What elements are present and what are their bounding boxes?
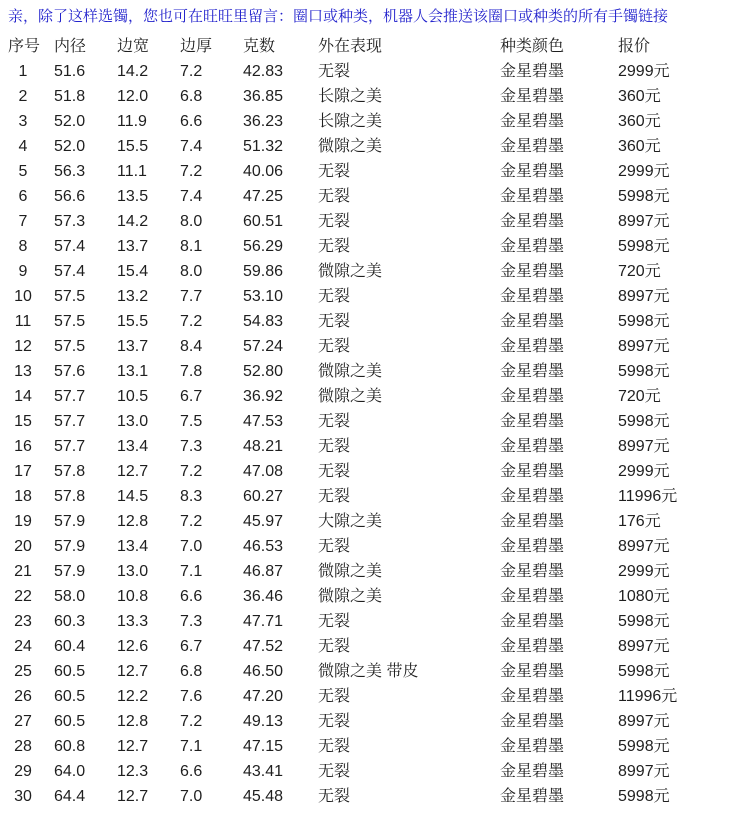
appearance-cell: 无裂 <box>318 763 351 780</box>
band-thickness-cell: 7.0 <box>180 788 203 805</box>
weight-grams-cell: 51.32 <box>243 138 284 155</box>
weight-grams-cell: 46.50 <box>243 663 284 680</box>
inner-diameter-cell: 57.8 <box>54 488 86 505</box>
serial-cell: 13 <box>14 363 32 380</box>
band-width-cell: 15.4 <box>117 263 149 280</box>
table-row <box>0 184 751 209</box>
price-cell: 2999元 <box>618 63 670 80</box>
price-cell: 1080元 <box>618 588 670 605</box>
serial-cell: 4 <box>18 138 28 155</box>
inner-diameter-cell: 56.6 <box>54 188 86 205</box>
band-width-cell: 11.9 <box>117 113 147 130</box>
type-color-cell: 金星碧墨 <box>500 138 565 155</box>
band-width-cell: 13.4 <box>117 438 149 455</box>
type-color-cell: 金星碧墨 <box>500 213 565 230</box>
appearance-cell: 无裂 <box>318 538 351 555</box>
serial-cell: 18 <box>14 488 32 505</box>
type-color-cell: 金星碧墨 <box>500 638 565 655</box>
serial-cell: 25 <box>14 663 32 680</box>
table-row <box>0 59 751 84</box>
appearance-cell: 无裂 <box>318 163 351 180</box>
table-row <box>0 709 751 734</box>
serial-cell: 17 <box>14 463 32 480</box>
band-width-cell: 13.7 <box>117 238 149 255</box>
table-row <box>0 484 751 509</box>
price-cell: 8997元 <box>618 338 670 355</box>
band-thickness-cell: 7.0 <box>180 538 203 555</box>
band-thickness-cell: 8.4 <box>180 338 203 355</box>
weight-grams-cell: 36.23 <box>243 113 284 130</box>
band-width-cell: 14.2 <box>117 213 149 230</box>
table-row <box>0 134 751 159</box>
weight-grams-cell: 36.92 <box>243 388 284 405</box>
type-color-cell: 金星碧墨 <box>500 288 565 305</box>
weight-grams-cell: 48.21 <box>243 438 284 455</box>
type-color-cell: 金星碧墨 <box>500 488 565 505</box>
appearance-cell: 无裂 <box>318 788 351 805</box>
type-color-cell: 金星碧墨 <box>500 388 565 405</box>
type-color-cell: 金星碧墨 <box>500 513 565 530</box>
band-width-cell: 13.2 <box>117 288 149 305</box>
band-width-cell: 13.1 <box>117 363 149 380</box>
appearance-cell: 微隙之美 <box>318 263 383 280</box>
inner-diameter-cell: 60.5 <box>54 663 86 680</box>
inner-diameter-cell: 57.9 <box>54 538 86 555</box>
inner-diameter-cell: 57.5 <box>54 288 86 305</box>
type-color-cell: 金星碧墨 <box>500 263 565 280</box>
price-cell: 8997元 <box>618 213 670 230</box>
table-row <box>0 434 751 459</box>
inner-diameter-cell: 51.6 <box>54 63 86 80</box>
appearance-cell: 无裂 <box>318 738 351 755</box>
type-color-cell: 金星碧墨 <box>500 188 565 205</box>
serial-cell: 3 <box>18 113 28 130</box>
serial-cell: 27 <box>14 713 32 730</box>
band-thickness-cell: 7.2 <box>180 463 203 480</box>
inner-diameter-cell: 57.6 <box>54 363 86 380</box>
serial-cell: 5 <box>18 163 28 180</box>
table-row <box>0 359 751 384</box>
appearance-cell: 微隙之美 <box>318 588 383 605</box>
inner-diameter-cell: 57.9 <box>54 563 86 580</box>
type-color-cell: 金星碧墨 <box>500 463 565 480</box>
band-thickness-cell: 7.1 <box>180 563 203 580</box>
type-color-cell: 金星碧墨 <box>500 163 565 180</box>
price-cell: 8997元 <box>618 538 670 555</box>
band-width-cell: 12.6 <box>117 638 149 655</box>
type-color-cell: 金星碧墨 <box>500 563 565 580</box>
type-color-cell: 金星碧墨 <box>500 788 565 805</box>
serial-cell: 16 <box>14 438 32 455</box>
inner-diameter-cell: 60.5 <box>54 713 86 730</box>
table-row <box>0 684 751 709</box>
band-width-cell: 13.0 <box>117 413 149 430</box>
appearance-cell: 无裂 <box>318 188 351 205</box>
band-width-cell: 12.0 <box>117 88 149 105</box>
price-cell: 176元 <box>618 513 661 530</box>
band-thickness-cell: 6.8 <box>180 663 203 680</box>
type-color-cell: 金星碧墨 <box>500 588 565 605</box>
table-row <box>0 584 751 609</box>
serial-cell: 7 <box>18 213 28 230</box>
price-cell: 5998元 <box>618 363 670 380</box>
weight-grams-cell: 47.71 <box>243 613 284 630</box>
weight-grams-cell: 56.29 <box>243 238 284 255</box>
band-width-cell: 12.7 <box>117 788 149 805</box>
col-header-band-width: 边宽 <box>117 38 150 55</box>
band-thickness-cell: 7.2 <box>180 713 203 730</box>
table-row <box>0 534 751 559</box>
inner-diameter-cell: 57.7 <box>54 413 86 430</box>
band-thickness-cell: 7.2 <box>180 163 203 180</box>
table-row <box>0 284 751 309</box>
inner-diameter-cell: 57.5 <box>54 338 86 355</box>
weight-grams-cell: 60.51 <box>243 213 284 230</box>
band-thickness-cell: 7.3 <box>180 613 203 630</box>
appearance-cell: 微隙之美 <box>318 363 383 380</box>
price-cell: 360元 <box>618 138 661 155</box>
appearance-cell: 无裂 <box>318 238 351 255</box>
band-width-cell: 10.5 <box>117 388 149 405</box>
band-thickness-cell: 7.4 <box>180 138 203 155</box>
table-row <box>0 734 751 759</box>
serial-cell: 15 <box>14 413 32 430</box>
inner-diameter-cell: 64.0 <box>54 763 86 780</box>
col-header-weight-grams: 克数 <box>243 38 276 55</box>
type-color-cell: 金星碧墨 <box>500 338 565 355</box>
price-cell: 8997元 <box>618 638 670 655</box>
col-header-inner-diameter: 内径 <box>54 38 87 55</box>
appearance-cell: 无裂 <box>318 713 351 730</box>
inner-diameter-cell: 52.0 <box>54 138 86 155</box>
weight-grams-cell: 57.24 <box>243 338 284 355</box>
appearance-cell: 微隙之美 <box>318 563 383 580</box>
weight-grams-cell: 47.15 <box>243 738 284 755</box>
band-thickness-cell: 6.6 <box>180 763 203 780</box>
inner-diameter-cell: 60.3 <box>54 613 86 630</box>
table-row <box>0 209 751 234</box>
appearance-cell: 微隙之美 <box>318 138 383 155</box>
band-width-cell: 11.1 <box>117 163 147 180</box>
table-row <box>0 84 751 109</box>
price-cell: 5998元 <box>618 413 670 430</box>
appearance-cell: 无裂 <box>318 213 351 230</box>
table-row <box>0 234 751 259</box>
inner-diameter-cell: 60.4 <box>54 638 86 655</box>
serial-cell: 30 <box>14 788 32 805</box>
col-header-serial: 序号 <box>8 38 41 55</box>
band-width-cell: 10.8 <box>117 588 149 605</box>
type-color-cell: 金星碧墨 <box>500 313 565 330</box>
band-width-cell: 14.2 <box>117 63 149 80</box>
band-thickness-cell: 8.1 <box>180 238 203 255</box>
table-row <box>0 384 751 409</box>
type-color-cell: 金星碧墨 <box>500 538 565 555</box>
table-row <box>0 784 751 809</box>
band-thickness-cell: 6.7 <box>180 388 203 405</box>
price-cell: 5998元 <box>618 788 670 805</box>
weight-grams-cell: 59.86 <box>243 263 284 280</box>
type-color-cell: 金星碧墨 <box>500 663 565 680</box>
table-row <box>0 159 751 184</box>
serial-cell: 20 <box>14 538 32 555</box>
appearance-cell: 无裂 <box>318 488 351 505</box>
serial-cell: 12 <box>14 338 32 355</box>
type-color-cell: 金星碧墨 <box>500 363 565 380</box>
price-cell: 8997元 <box>618 288 670 305</box>
band-thickness-cell: 6.8 <box>180 88 203 105</box>
price-cell: 5998元 <box>618 188 670 205</box>
band-thickness-cell: 7.5 <box>180 413 203 430</box>
band-thickness-cell: 7.2 <box>180 63 203 80</box>
weight-grams-cell: 60.27 <box>243 488 284 505</box>
serial-cell: 8 <box>18 238 28 255</box>
inner-diameter-cell: 57.8 <box>54 463 86 480</box>
appearance-cell: 无裂 <box>318 438 351 455</box>
band-width-cell: 15.5 <box>117 313 149 330</box>
band-width-cell: 12.8 <box>117 513 149 530</box>
table-row <box>0 409 751 434</box>
band-thickness-cell: 7.6 <box>180 688 203 705</box>
price-cell: 8997元 <box>618 763 670 780</box>
appearance-cell: 微隙之美 带皮 <box>318 663 419 680</box>
inner-diameter-cell: 57.7 <box>54 438 86 455</box>
price-cell: 2999元 <box>618 463 670 480</box>
type-color-cell: 金星碧墨 <box>500 113 565 130</box>
serial-cell: 11 <box>14 313 32 330</box>
price-cell: 2999元 <box>618 163 670 180</box>
serial-cell: 6 <box>18 188 28 205</box>
band-width-cell: 13.4 <box>117 538 149 555</box>
band-width-cell: 14.5 <box>117 488 149 505</box>
inner-diameter-cell: 57.9 <box>54 513 86 530</box>
appearance-cell: 无裂 <box>318 463 351 480</box>
weight-grams-cell: 46.53 <box>243 538 284 555</box>
serial-cell: 29 <box>14 763 32 780</box>
appearance-cell: 无裂 <box>318 688 351 705</box>
inner-diameter-cell: 52.0 <box>54 113 86 130</box>
band-width-cell: 12.7 <box>117 663 149 680</box>
serial-cell: 23 <box>14 613 32 630</box>
band-thickness-cell: 7.8 <box>180 363 203 380</box>
price-cell: 5998元 <box>618 313 670 330</box>
appearance-cell: 长隙之美 <box>318 88 383 105</box>
price-cell: 5998元 <box>618 663 670 680</box>
weight-grams-cell: 47.20 <box>243 688 284 705</box>
band-width-cell: 13.3 <box>117 613 149 630</box>
serial-cell: 21 <box>14 563 32 580</box>
table-row <box>0 109 751 134</box>
weight-grams-cell: 45.48 <box>243 788 284 805</box>
band-width-cell: 15.5 <box>117 138 149 155</box>
appearance-cell: 微隙之美 <box>318 388 383 405</box>
inner-diameter-cell: 60.5 <box>54 688 86 705</box>
type-color-cell: 金星碧墨 <box>500 713 565 730</box>
appearance-cell: 无裂 <box>318 613 351 630</box>
weight-grams-cell: 49.13 <box>243 713 284 730</box>
serial-cell: 28 <box>14 738 32 755</box>
weight-grams-cell: 42.83 <box>243 63 284 80</box>
table-row <box>0 659 751 684</box>
price-cell: 11996元 <box>618 688 678 705</box>
band-width-cell: 13.0 <box>117 563 149 580</box>
inner-diameter-cell: 57.3 <box>54 213 86 230</box>
inner-diameter-cell: 57.7 <box>54 388 86 405</box>
price-cell: 360元 <box>618 113 661 130</box>
inner-diameter-cell: 51.8 <box>54 88 86 105</box>
price-cell: 5998元 <box>618 238 670 255</box>
band-thickness-cell: 8.0 <box>180 263 203 280</box>
inner-diameter-cell: 57.5 <box>54 313 86 330</box>
inner-diameter-cell: 60.8 <box>54 738 86 755</box>
table-row <box>0 609 751 634</box>
appearance-cell: 无裂 <box>318 313 351 330</box>
price-cell: 5998元 <box>618 613 670 630</box>
price-cell: 2999元 <box>618 563 670 580</box>
type-color-cell: 金星碧墨 <box>500 738 565 755</box>
weight-grams-cell: 53.10 <box>243 288 284 305</box>
price-cell: 8997元 <box>618 438 670 455</box>
inner-diameter-cell: 57.4 <box>54 263 86 280</box>
type-color-cell: 金星碧墨 <box>500 238 565 255</box>
table-row <box>0 559 751 584</box>
col-header-type-color: 种类颜色 <box>500 38 565 55</box>
price-cell: 8997元 <box>618 713 670 730</box>
price-cell: 11996元 <box>618 488 678 505</box>
price-cell: 720元 <box>618 263 661 280</box>
band-width-cell: 13.7 <box>117 338 149 355</box>
bracelet-table <box>0 34 751 809</box>
type-color-cell: 金星碧墨 <box>500 688 565 705</box>
appearance-cell: 无裂 <box>318 63 351 80</box>
band-width-cell: 12.7 <box>117 463 149 480</box>
serial-cell: 22 <box>14 588 32 605</box>
table-row <box>0 509 751 534</box>
price-cell: 5998元 <box>618 738 670 755</box>
inner-diameter-cell: 58.0 <box>54 588 86 605</box>
type-color-cell: 金星碧墨 <box>500 763 565 780</box>
band-thickness-cell: 7.2 <box>180 313 203 330</box>
weight-grams-cell: 40.06 <box>243 163 284 180</box>
table-row <box>0 459 751 484</box>
table-body <box>0 59 751 809</box>
appearance-cell: 无裂 <box>318 338 351 355</box>
weight-grams-cell: 36.46 <box>243 588 284 605</box>
weight-grams-cell: 36.85 <box>243 88 284 105</box>
type-color-cell: 金星碧墨 <box>500 613 565 630</box>
inner-diameter-cell: 56.3 <box>54 163 86 180</box>
weight-grams-cell: 45.97 <box>243 513 284 530</box>
serial-cell: 19 <box>14 513 32 530</box>
col-header-appearance: 外在表现 <box>318 38 383 55</box>
serial-cell: 26 <box>14 688 32 705</box>
table-row <box>0 634 751 659</box>
table-row <box>0 309 751 334</box>
serial-cell: 14 <box>14 388 32 405</box>
weight-grams-cell: 47.25 <box>243 188 284 205</box>
serial-cell: 1 <box>18 63 28 80</box>
band-thickness-cell: 7.3 <box>180 438 203 455</box>
serial-cell: 24 <box>14 638 32 655</box>
appearance-cell: 无裂 <box>318 413 351 430</box>
band-thickness-cell: 7.2 <box>180 513 203 530</box>
appearance-cell: 大隙之美 <box>318 513 383 530</box>
table-row <box>0 259 751 284</box>
band-width-cell: 13.5 <box>117 188 149 205</box>
type-color-cell: 金星碧墨 <box>500 438 565 455</box>
weight-grams-cell: 54.83 <box>243 313 284 330</box>
notice-text: 亲，除了这样选镯，您也可在旺旺里留言：圈口或种类，机器人会推送该圈口或种类的所有手镯链接 <box>8 8 669 25</box>
band-width-cell: 12.8 <box>117 713 149 730</box>
serial-cell: 9 <box>18 263 28 280</box>
weight-grams-cell: 47.08 <box>243 463 284 480</box>
weight-grams-cell: 52.80 <box>243 363 284 380</box>
weight-grams-cell: 47.53 <box>243 413 284 430</box>
table-row <box>0 334 751 359</box>
band-thickness-cell: 6.7 <box>180 638 203 655</box>
band-thickness-cell: 6.6 <box>180 113 203 130</box>
band-thickness-cell: 8.0 <box>180 213 203 230</box>
appearance-cell: 无裂 <box>318 638 351 655</box>
weight-grams-cell: 46.87 <box>243 563 284 580</box>
type-color-cell: 金星碧墨 <box>500 413 565 430</box>
appearance-cell: 长隙之美 <box>318 113 383 130</box>
inner-diameter-cell: 57.4 <box>54 238 86 255</box>
band-thickness-cell: 7.7 <box>180 288 203 305</box>
type-color-cell: 金星碧墨 <box>500 88 565 105</box>
type-color-cell: 金星碧墨 <box>500 63 565 80</box>
band-width-cell: 12.7 <box>117 738 149 755</box>
band-width-cell: 12.3 <box>117 763 149 780</box>
col-header-band-thickness: 边厚 <box>180 38 213 55</box>
table-row <box>0 759 751 784</box>
band-thickness-cell: 7.4 <box>180 188 203 205</box>
price-cell: 720元 <box>618 388 661 405</box>
price-cell: 360元 <box>618 88 661 105</box>
serial-cell: 10 <box>14 288 32 305</box>
appearance-cell: 无裂 <box>318 288 351 305</box>
serial-cell: 2 <box>18 88 28 105</box>
band-thickness-cell: 8.3 <box>180 488 203 505</box>
band-thickness-cell: 6.6 <box>180 588 203 605</box>
weight-grams-cell: 47.52 <box>243 638 284 655</box>
band-width-cell: 12.2 <box>117 688 149 705</box>
weight-grams-cell: 43.41 <box>243 763 284 780</box>
band-thickness-cell: 7.1 <box>180 738 203 755</box>
table-header-row <box>0 34 751 59</box>
col-header-price: 报价 <box>618 38 651 55</box>
inner-diameter-cell: 64.4 <box>54 788 86 805</box>
